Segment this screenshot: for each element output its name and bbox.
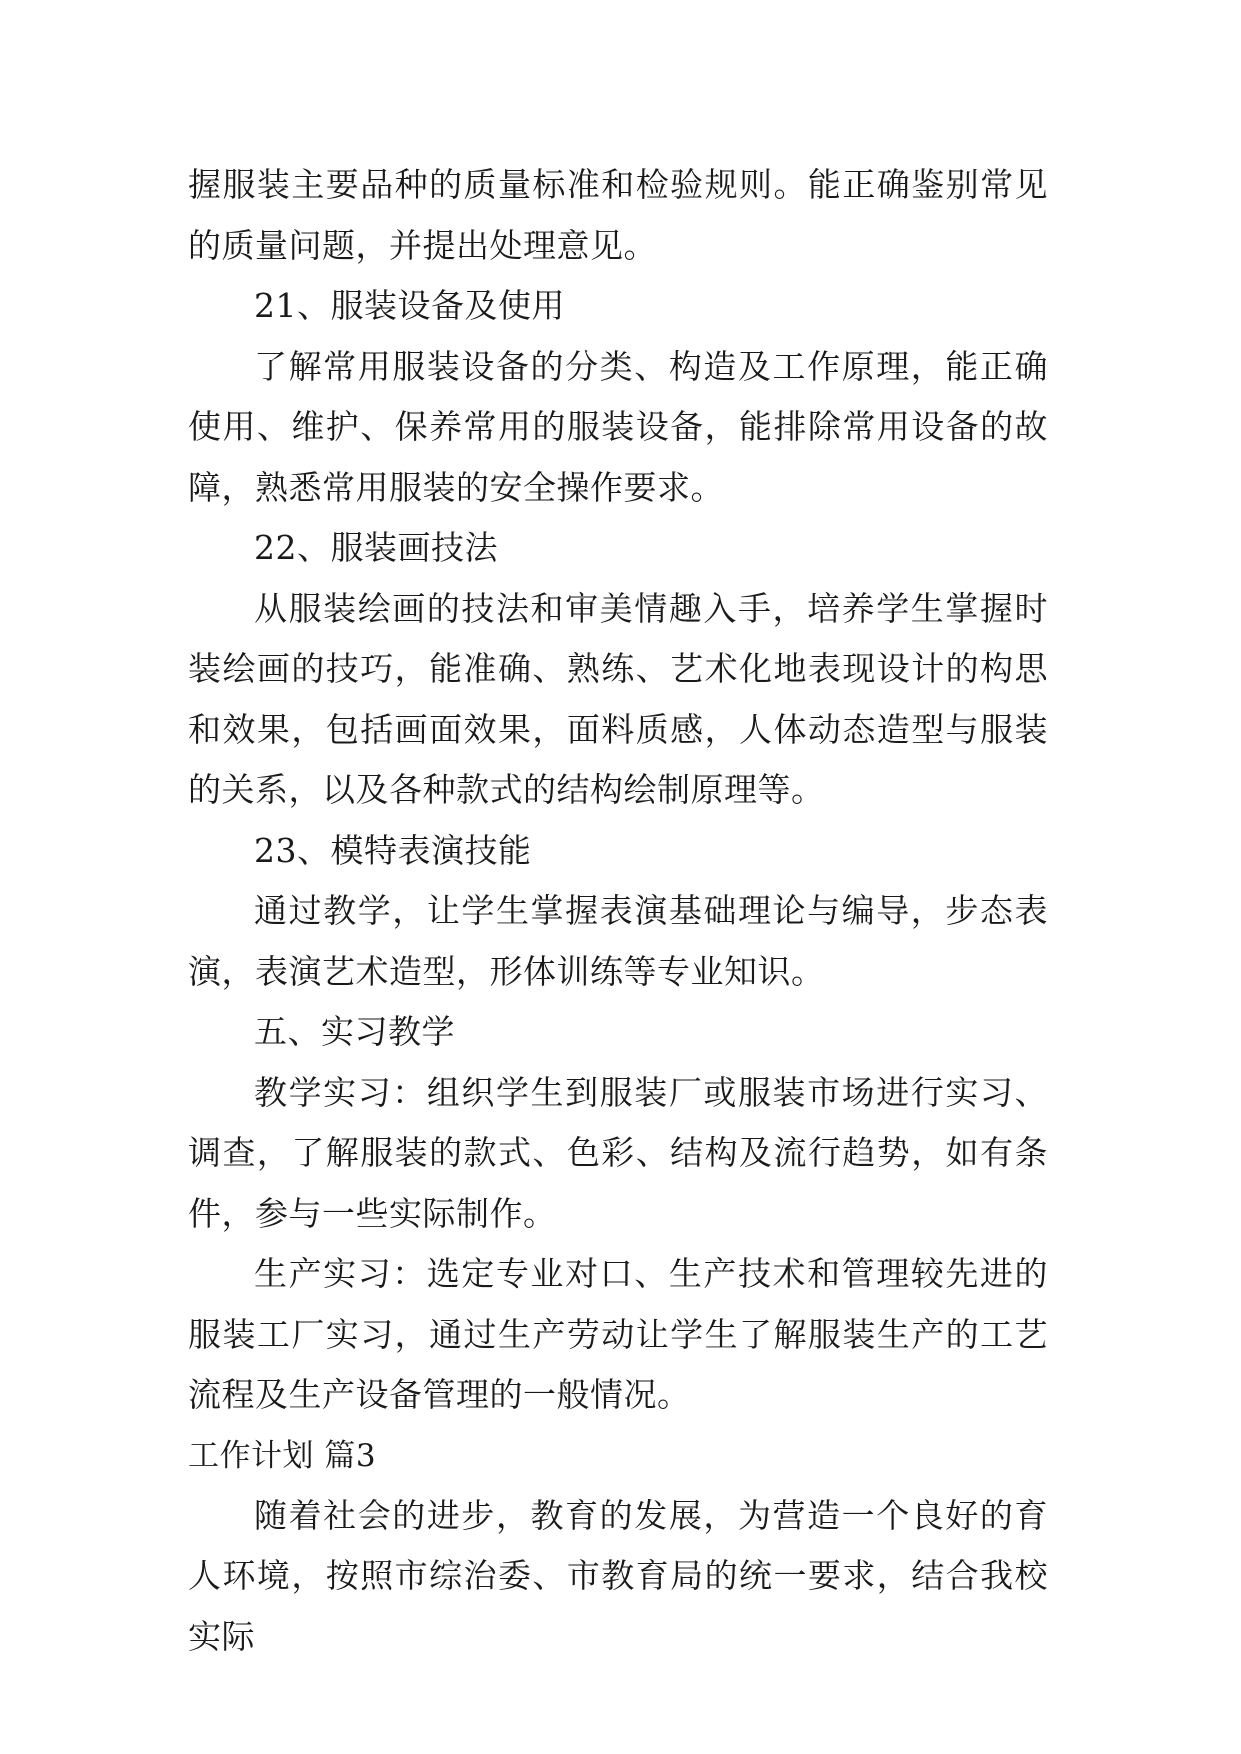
paragraph-drawing: 从服装绘画的技法和审美情趣入手，培养学生掌握时装绘画的技巧，能准确、熟练、艺术化地表现设计的构思和效果，包括画面效果，面料质感，人体动态造型与服装的关系，以及各种款式的结构绘制原理等。	[188, 588, 1048, 809]
paragraph-intro: 随着社会的进步，教育的发展，为营造一个良好的育人环境，按照市综治委、市教育局的统一要求，结合我校实际	[188, 1495, 1048, 1656]
paragraph-production-internship: 生产实习：选定专业对口、生产技术和管理较先进的服装工厂实习，通过生产劳动让学生了解服装生产的工艺流程及生产设备管理的一般情况。	[188, 1254, 1048, 1414]
section-heading-drawing: 22、服装画技法	[254, 528, 498, 567]
section-heading-equipment: 21、服装设备及使用	[254, 286, 565, 325]
paragraph-modeling: 通过教学，让学生掌握表演基础理论与编导，步态表演，表演艺术造型，形体训练等专业知识。	[188, 891, 1048, 991]
article-title: 工作计划 篇3	[188, 1437, 377, 1474]
paragraph-quality-inspection: 握服装主要品种的质量标准和检验规则。能正确鉴别常见的质量问题，并提出处理意见。	[188, 165, 1048, 265]
paragraph-equipment: 了解常用服装设备的分类、构造及工作原理，能正确使用、维护、保养常用的服装设备，能排除常用设备的故障，熟悉常用服装的安全操作要求。	[188, 346, 1048, 507]
section-heading-internship: 五、实习教学	[254, 1012, 455, 1051]
paragraph-teaching-internship: 教学实习：组织学生到服装厂或服装市场进行实习、调查，了解服装的款式、色彩、结构及流行趋势，如有条件，参与一些实际制作。	[188, 1072, 1048, 1233]
section-heading-modeling: 23、模特表演技能	[254, 830, 532, 870]
document-page	[188, 155, 1048, 1667]
